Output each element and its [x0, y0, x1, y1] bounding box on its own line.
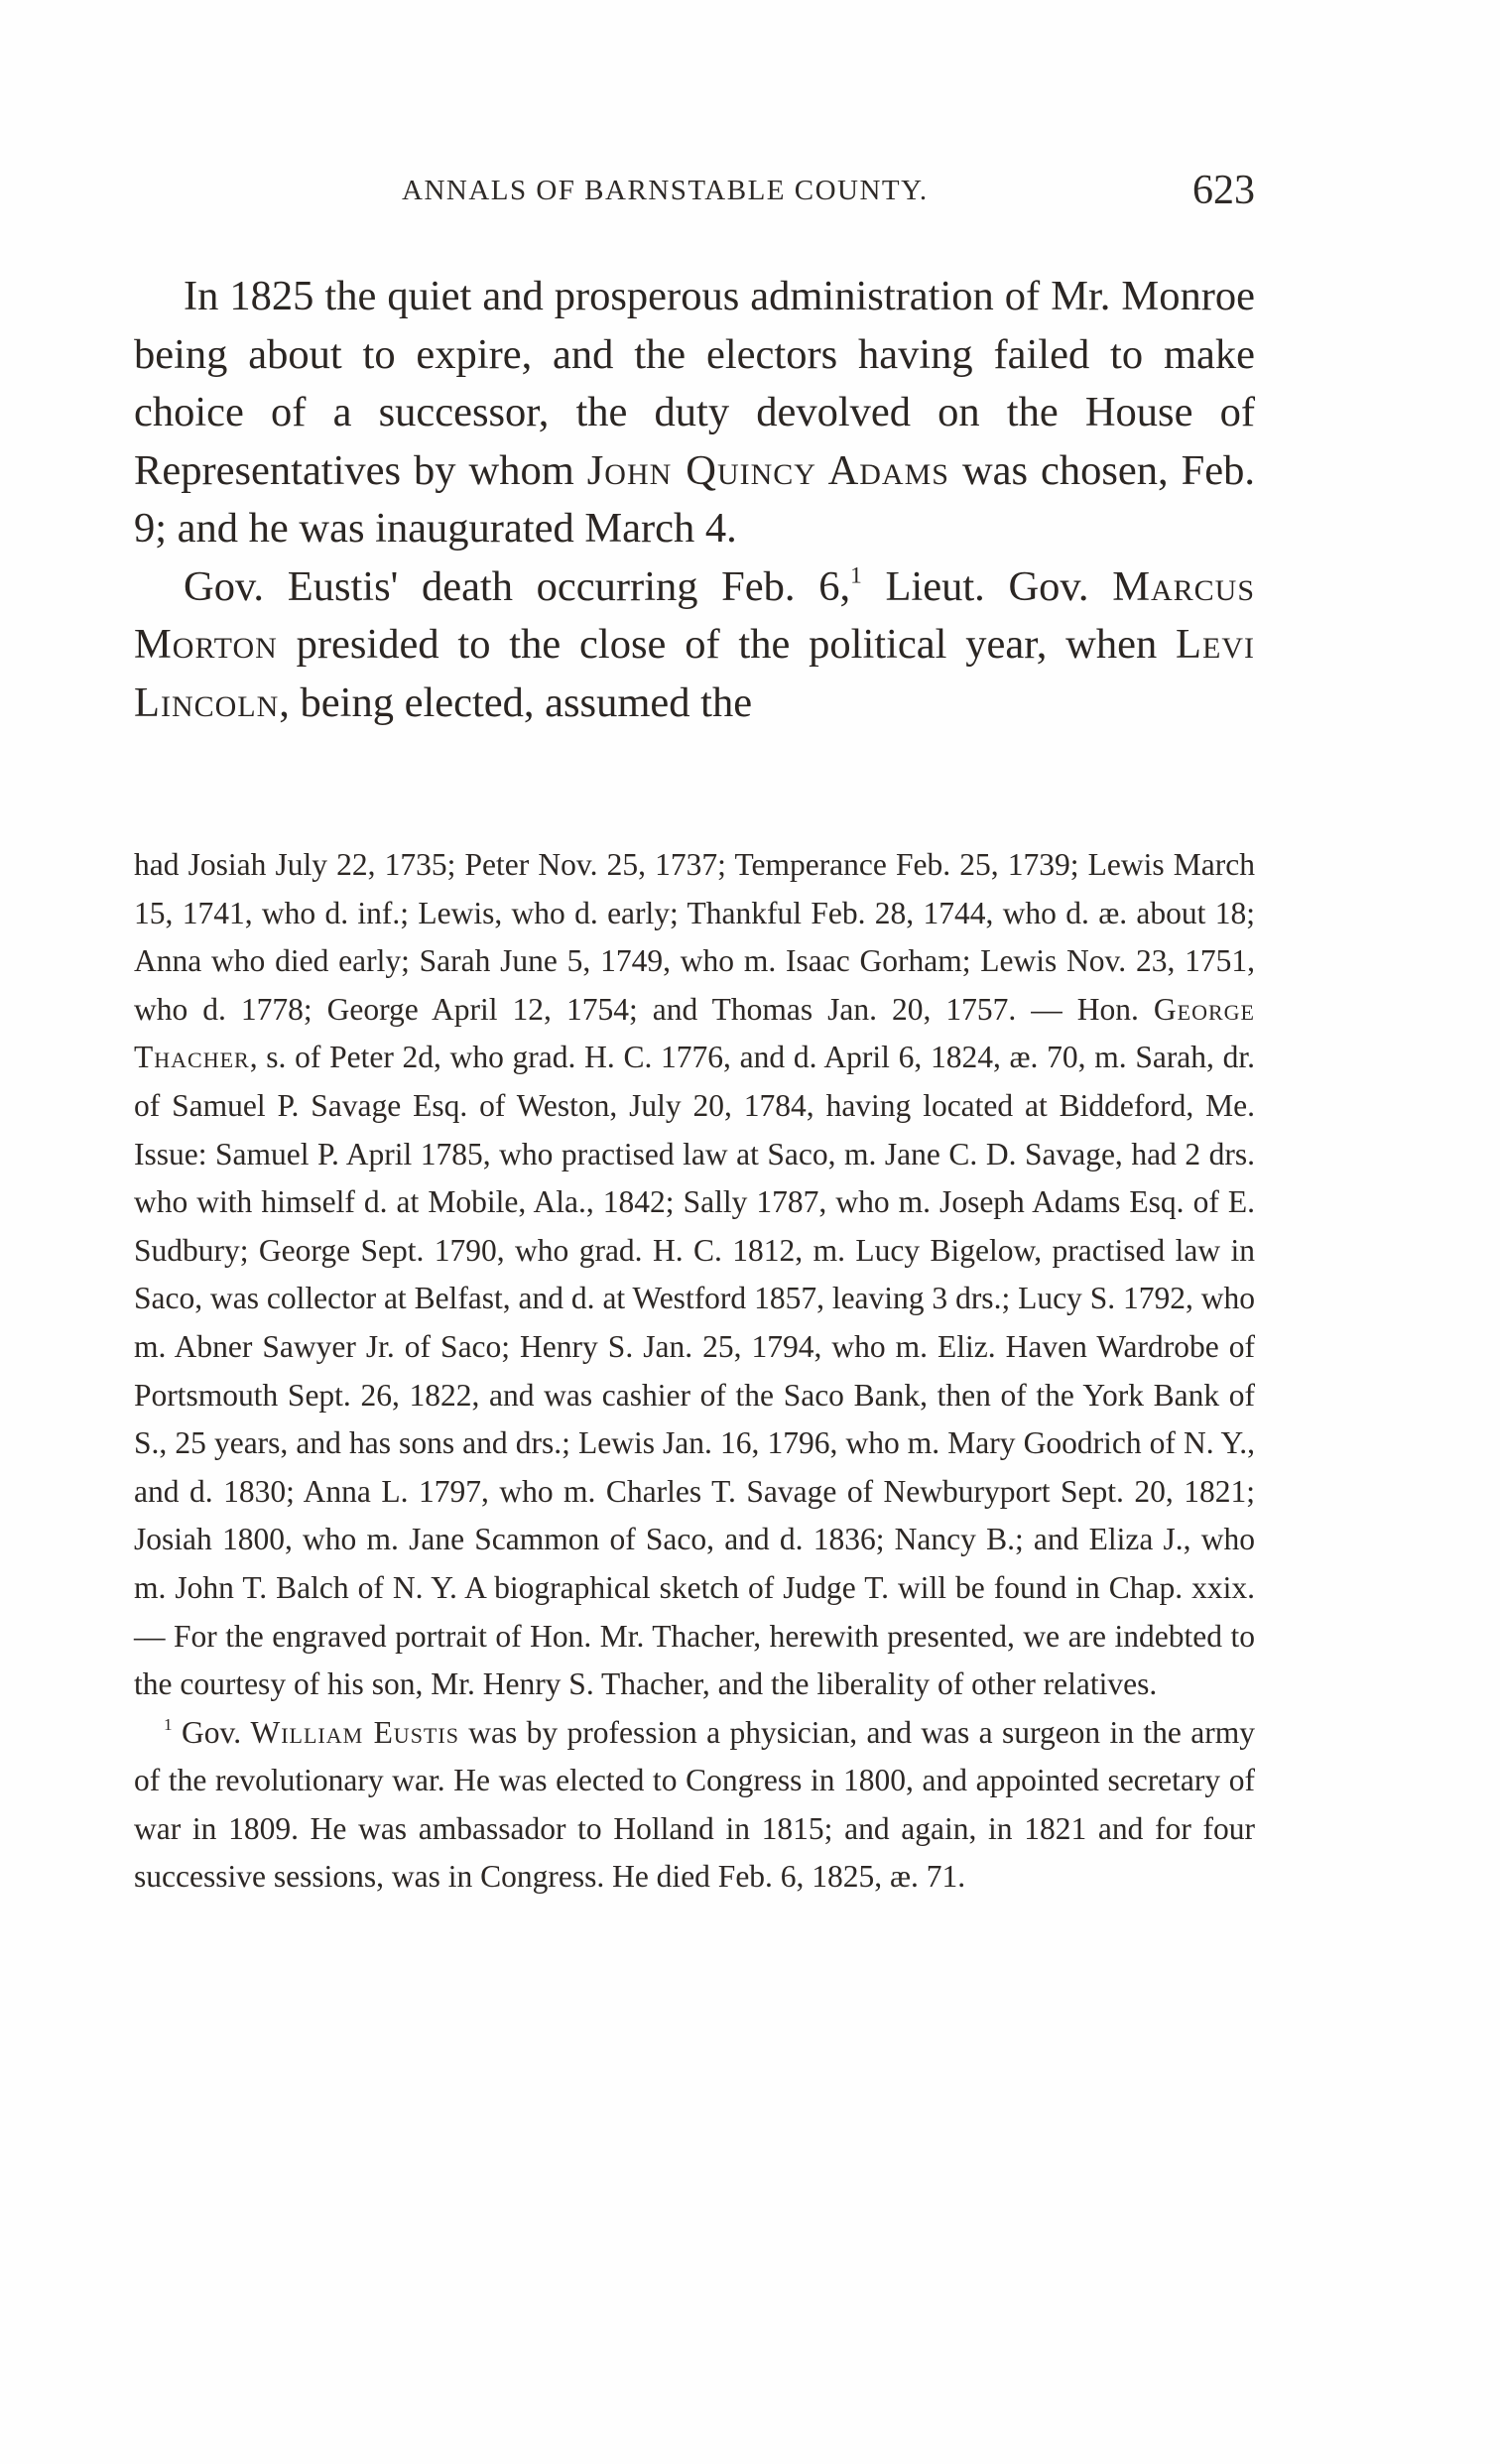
paragraph-1: [134, 268, 1255, 558]
main-text: [134, 268, 1255, 732]
person-name-george-thacher: George Thacher: [134, 991, 1255, 1075]
page-header: [134, 167, 1255, 216]
paragraph-2-text-d: , being elected, assumed the: [279, 678, 753, 726]
paragraph-1-text-a: In 1825 the quiet and prosperous administration of Mr. Monroe being about to expire, and the electors having failed to make choice of a successor, the duty devolved on the House of Representatives by whom: [134, 273, 1255, 494]
paragraph-1-text-b: was chosen, Feb. 9; and he was inaugurated March 4.: [134, 446, 1255, 552]
running-title: ANNALS OF BARNSTABLE COUNTY.: [402, 175, 929, 206]
paragraph-2: [134, 558, 1255, 733]
person-name-john-quincy-adams: John Quincy Adams: [586, 446, 949, 494]
footnote-reference-1: 1: [850, 561, 862, 588]
continued-footnote-text-a: had Josiah July 22, 1735; Peter Nov. 25, 1737; Temperance Feb. 25, 1739; Lewis March 15, 1741, who d. inf.; Lewis, who d. early; Thankful Feb. 28, 1744, who d. æ. about 18; Anna who died early; Sarah June 5, 1749, who m. Isaac Gorham; Lewis Nov. 23, 1751, who d. 1778; George April 12, 1754; and Thomas Jan. 20, 1757. — Hon.: [134, 847, 1255, 1027]
continued-footnote-text-b: , s. of Peter 2d, who grad. H. C. 1776, and d. April 6, 1824, æ. 70, m. Sarah, dr. of Samuel P. Savage Esq. of Weston, July 20, 1784, having located at Biddeford, Me. Issue: Samuel P. April 1785, who practised law at Saco, m. Jane C. D. Savage, had 2 drs. who with himself d. at Mobile, Ala., 1842; Sally 1787, who m. Joseph Adams Esq. of E. Sudbury; George Sept. 1790, who grad. H. C. 1812, m. Lucy Bigelow, practised law in Saco, was collector at Belfast, and d. at Westford 1857, leaving 3 drs.; Lucy S. 1792, who m. Abner Sawyer Jr. of Saco; Henry S. Jan. 25, 1794, who m. Eliz. Haven Wardrobe of Portsmouth Sept. 26, 1822, and was cashier of the Saco Bank, then of the York Bank of S., 25 years, and has sons and drs.; Lewis Jan. 16, 1796, who m. Mary Goodrich of N. Y., and d. 1830; Anna L. 1797, who m. Charles T. Savage of Newburyport Sept. 20, 1821; Josiah 1800, who m. Jane Scammon of Saco, and d. 1836; Nancy B.; and Eliza J., who m. John T. Balch of N. Y. A biographical sketch of Judge T. will be found in Chap. xxix. — For the engraved portrait of Hon. Mr. Thacher, herewith presented, we are indebted to the courtesy of his son, Mr. Henry S. Thacher, and the liberality of other relatives.: [134, 1040, 1255, 1702]
footnote-1-text-b: was by profession a physician, and was a surgeon in the army of the revolutionary war. He was elected to Congress in 1800, and appointed secretary of war in 1809. He was ambassador to Holland in 1815; and again, in 1821 and for four successive sessions, was in Congress. He died Feb. 6, 1825, æ. 71.: [134, 1714, 1256, 1895]
footnotes: [134, 841, 1255, 1902]
footnote-1: [134, 1709, 1255, 1902]
paragraph-2-text-a: Gov. Eustis' death occurring Feb. 6,: [184, 562, 851, 610]
person-name-marcus-morton: Marcus Morton: [134, 562, 1256, 668]
person-name-levi-lincoln: Levi Lincoln: [134, 621, 1255, 726]
page-number: 623: [1192, 168, 1255, 213]
footnote-1-text-a: Gov.: [172, 1714, 251, 1750]
paragraph-2-text-c: presided to the close of the political year, when: [277, 621, 1177, 668]
paragraph-2-text-b: Lieut. Gov.: [861, 562, 1113, 610]
person-name-william-eustis: William Eustis: [250, 1714, 459, 1750]
continued-footnote: [134, 841, 1255, 1709]
footnote-1-marker: 1: [164, 1714, 173, 1734]
